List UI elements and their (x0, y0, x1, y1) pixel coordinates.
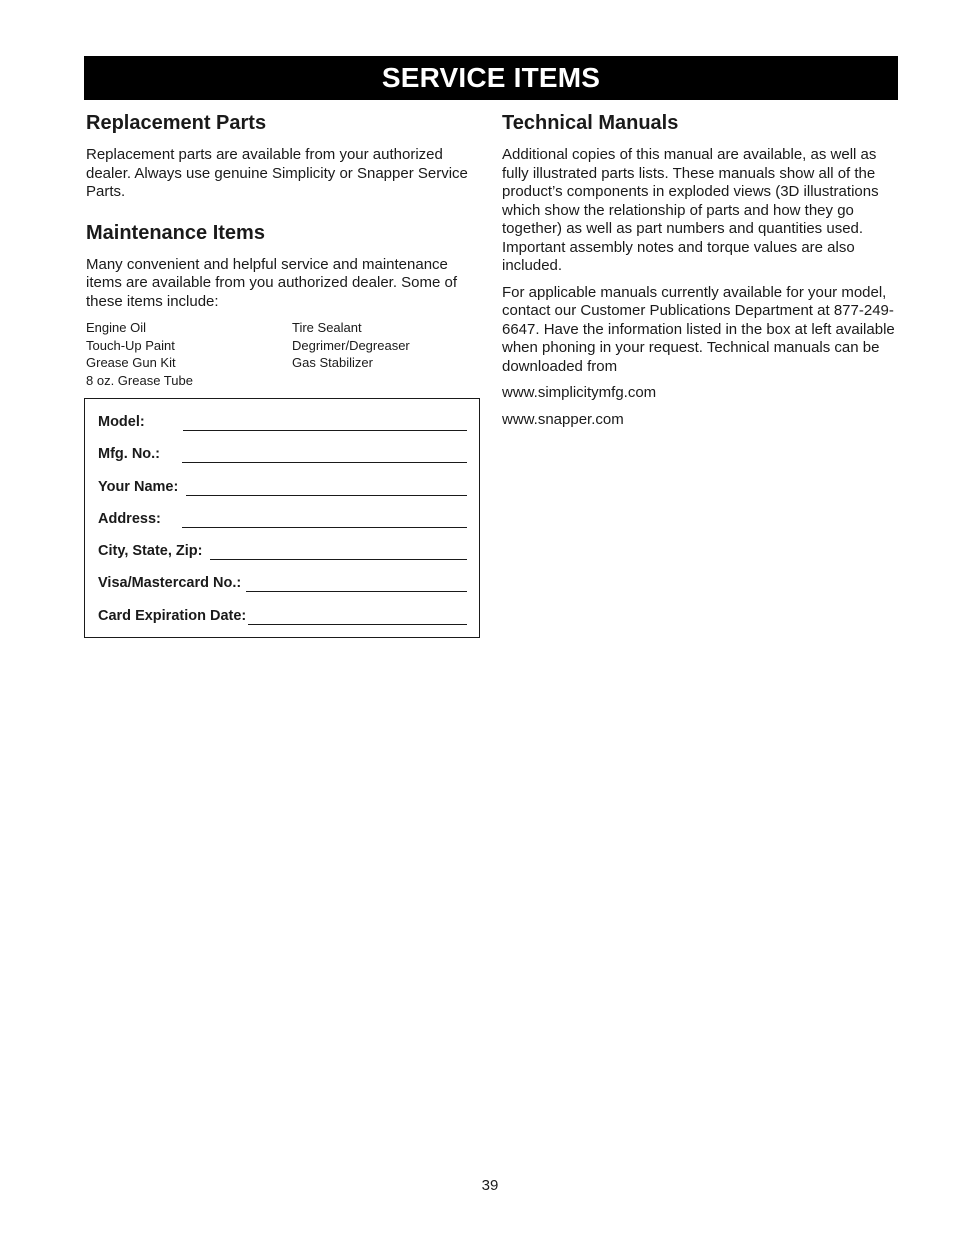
left-column (86, 110, 482, 389)
form-row-address (98, 506, 467, 528)
technical-manuals-heading: Technical Manuals (502, 112, 679, 134)
maintenance-items-list (86, 319, 482, 389)
form-label: Visa/Mastercard No.: (98, 575, 242, 591)
form-row-model (98, 409, 467, 431)
technical-manuals-section (502, 110, 898, 429)
form-row-card-expiration (98, 603, 467, 625)
list-item: Grease Gun Kit (86, 355, 176, 370)
city-state-zip-field[interactable] (210, 559, 467, 560)
technical-manuals-para2: For applicable manuals currently available for your model, contact our Customer Publications Department at 877-249-6647. Have the information listed in the box at left available when phoning in your request. Technical manuals can be downloaded from (502, 283, 895, 375)
form-label: Card Expiration Date: (98, 608, 247, 624)
replacement-parts-section (86, 110, 482, 202)
maintenance-items-col1 (86, 319, 292, 389)
list-item: Degrimer/Degreaser (292, 337, 410, 353)
form-row-mfg-no (98, 441, 467, 463)
form-row-card-number (98, 570, 467, 592)
maintenance-items-heading: Maintenance Items (86, 221, 265, 244)
form-label: Model: (98, 414, 145, 430)
card-expiration-field[interactable] (248, 624, 467, 625)
card-number-field[interactable] (246, 591, 467, 592)
technical-manuals-para1: Additional copies of this manual are available, as well as fully illustrated parts lists. These manuals show all of the product’s components in exploded views (3D illustrations which show the relationship of parts and how they go together) as well as part numbers and quantities used. Important assembly notes and torque values are also included. (502, 146, 879, 274)
address-field[interactable] (182, 527, 467, 528)
snapper-link[interactable]: www.snapper.com (502, 410, 624, 428)
list-item: Touch-Up Paint (86, 337, 175, 353)
list-item: Engine Oil (86, 320, 146, 335)
form-label: Your Name: (98, 479, 179, 495)
form-label: City, State, Zip: (98, 543, 203, 559)
list-item: 8 oz. Grease Tube (86, 372, 193, 388)
simplicity-link[interactable]: www.simplicitymfg.com (502, 384, 657, 401)
model-field[interactable] (183, 430, 467, 431)
list-item: Tire Sealant (292, 320, 362, 335)
replacement-parts-body: Replacement parts are available from your authorized dealer. Always use genuine Simplicity or Snapper Service Parts. (86, 146, 468, 200)
replacement-parts-heading: Replacement Parts (86, 112, 267, 134)
list-item: Gas Stabilizer (292, 355, 373, 370)
maintenance-items-col2 (292, 319, 482, 389)
page-title-text: SERVICE ITEMS (381, 62, 601, 93)
page-title (84, 56, 898, 100)
form-row-city-state-zip (98, 538, 467, 560)
form-label: Mfg. No.: (98, 446, 161, 462)
form-label: Address: (98, 511, 161, 527)
mfg-no-field[interactable] (182, 462, 467, 463)
maintenance-items-section (86, 220, 482, 390)
right-column (502, 110, 898, 437)
page-number: 39 (481, 1177, 499, 1194)
maintenance-items-body: Many convenient and helpful service and maintenance items are available from you authorized dealer. Some of these items include: (86, 255, 458, 310)
your-name-field[interactable] (186, 495, 467, 496)
form-row-your-name (98, 474, 467, 496)
customer-info-form (84, 398, 480, 638)
